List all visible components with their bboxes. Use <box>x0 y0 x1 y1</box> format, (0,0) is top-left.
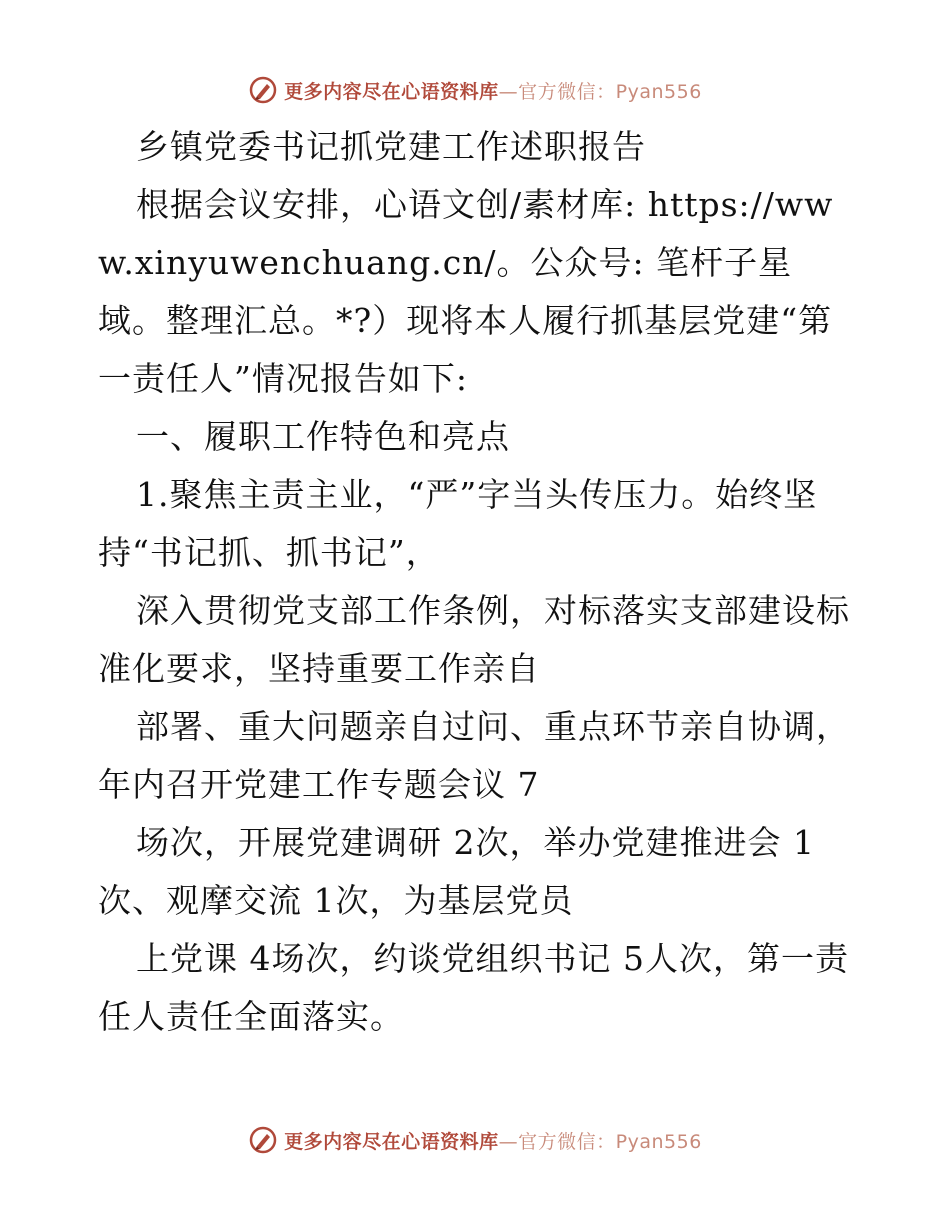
paragraph-2: 深入贯彻党支部工作条例，对标落实支部建设标准化要求，坚持重要工作亲自 <box>98 591 850 688</box>
footer-banner-rest: —官方微信：Pyan556 <box>498 1130 702 1153</box>
pen-logo-icon <box>248 75 278 105</box>
paragraph-4: 场次，开展党建调研 2次，举办党建推进会 1次、观摩交流 1次，为基层党员 <box>98 823 815 920</box>
section-heading: 一、履职工作特色和亮点 <box>136 417 510 456</box>
paragraph-intro: 根据会议安排，心语文创/素材库: https://www.xinyuwenchuang.cn/。公众号: 笔杆子星域。整理汇总。*?）现将本人履行抓基层党建“第一责任人”情况报告如下: <box>98 185 834 398</box>
footer-banner-text <box>284 1127 702 1154</box>
pen-logo-icon <box>248 1125 278 1155</box>
header-banner-rest: —官方微信：Pyan556 <box>498 80 702 103</box>
footer-banner <box>0 1120 950 1160</box>
paragraph-3: 部署、重大问题亲自过问、重点环节亲自协调，年内召开党建工作专题会议 7 <box>98 707 850 804</box>
document-title: 乡镇党委书记抓党建工作述职报告 <box>136 127 646 166</box>
header-banner-text <box>284 77 702 104</box>
footer-banner-main: 更多内容尽在心语资料库 <box>284 1130 499 1153</box>
header-banner-main: 更多内容尽在心语资料库 <box>284 80 499 103</box>
paragraph-5: 上党课 4场次，约谈党组织书记 5人次，第一责任人责任全面落实。 <box>98 939 849 1036</box>
header-banner <box>0 70 950 110</box>
paragraph-1: 1.聚焦主责主业，“严”字当头传压力。始终坚持“书记抓、抓书记”， <box>98 475 818 572</box>
document-body <box>98 118 858 1046</box>
